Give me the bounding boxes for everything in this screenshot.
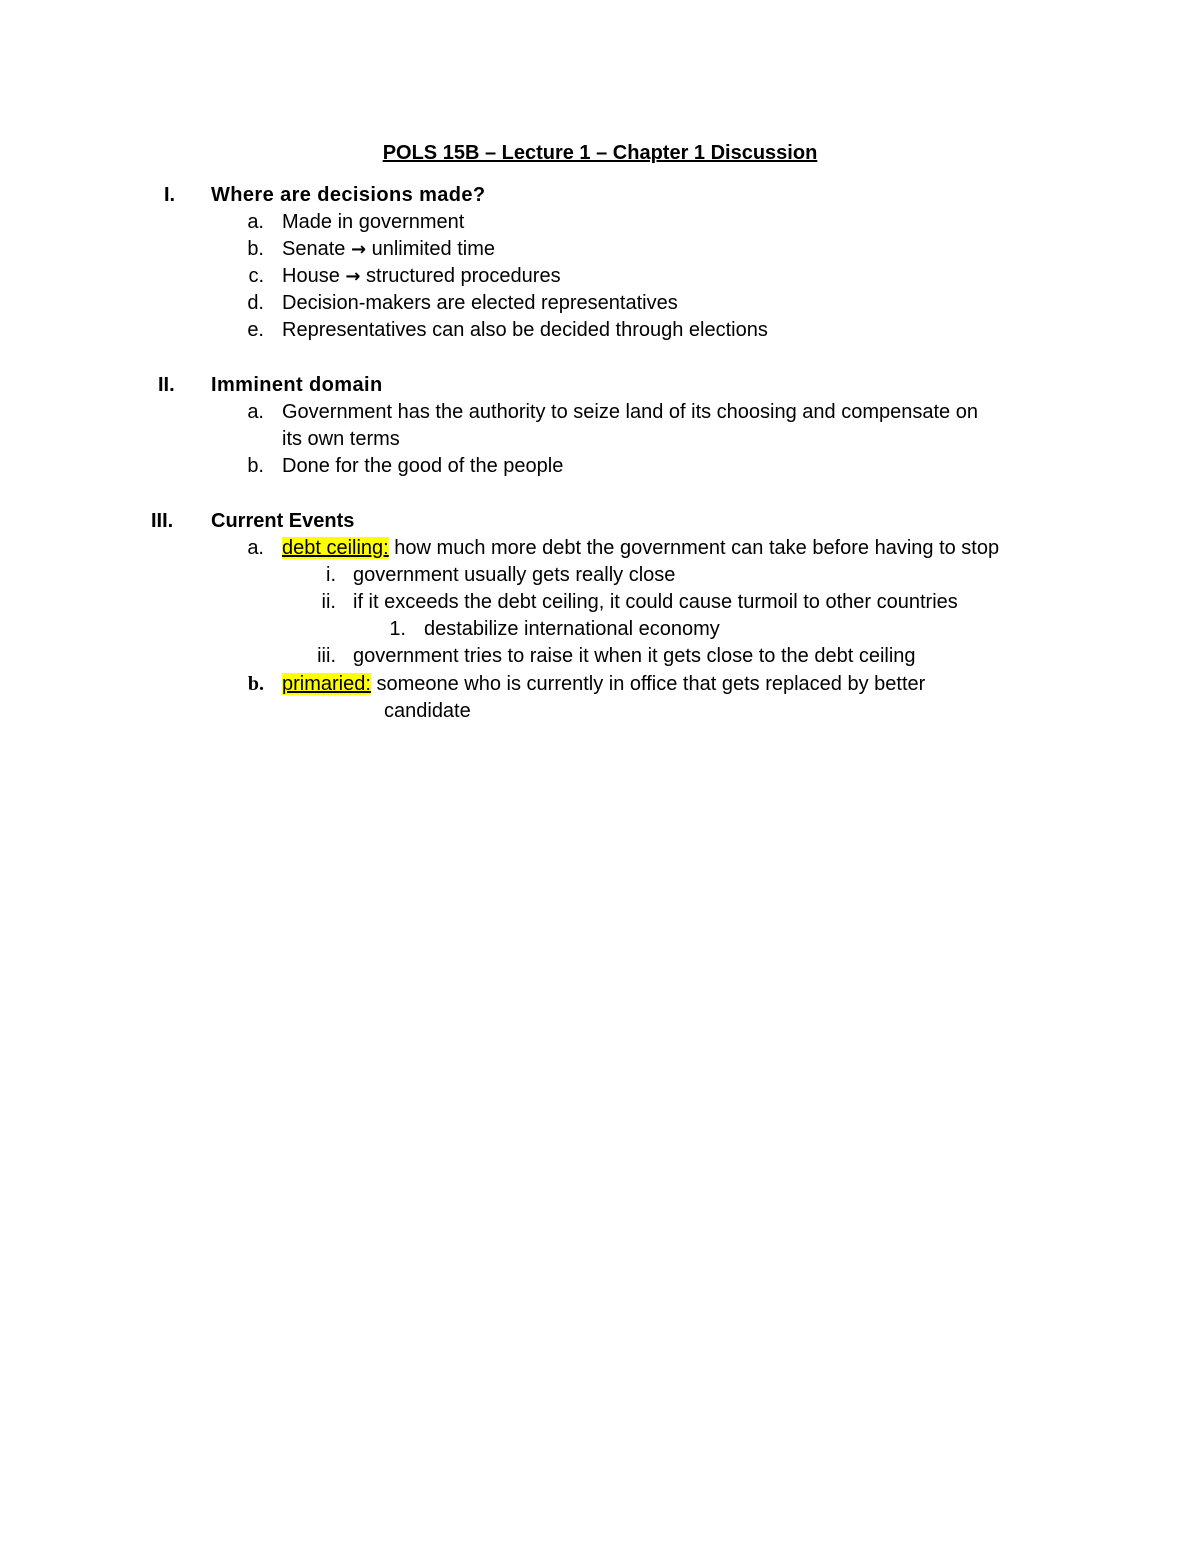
sublist-item: if it exceeds the debt ceiling, it could cause turmoil to other countries	[353, 591, 958, 613]
section-heading: Current Events	[211, 510, 355, 532]
list-item: Done for the good of the people	[282, 455, 564, 477]
list-marker: e.	[247, 319, 264, 341]
highlighted-term: debt ceiling:	[282, 537, 389, 559]
section-heading: Where are decisions made?	[211, 184, 486, 206]
document-title: POLS 15B – Lecture 1 – Chapter 1 Discussion	[382, 142, 818, 164]
list-item	[282, 671, 925, 698]
list-marker: d.	[247, 292, 264, 314]
section-numeral: I.	[164, 184, 176, 206]
subsublist-marker: 1.	[389, 618, 406, 640]
list-item	[282, 263, 561, 290]
list-item: Representatives can also be decided through elections	[282, 319, 768, 341]
section-heading: Imminent domain	[211, 374, 383, 396]
list-marker: b.	[247, 238, 264, 260]
list-item: Government has the authority to seize land of its choosing and compensate on	[282, 401, 978, 423]
term-definition: how much more debt the government can take before having to stop	[388, 537, 1000, 559]
list-marker: a.	[247, 537, 264, 559]
list-marker: a.	[247, 401, 264, 423]
term-definition: someone who is currently in office that gets replaced by better	[370, 673, 926, 695]
item-text: House	[282, 265, 346, 287]
section-numeral: II.	[158, 374, 175, 396]
highlighted-term: primaried:	[282, 673, 371, 695]
list-item: Made in government	[282, 211, 465, 233]
item-text: unlimited time	[366, 238, 495, 260]
list-item	[282, 535, 999, 562]
list-item-continuation: candidate	[384, 700, 471, 722]
sublist-marker: iii.	[317, 645, 336, 667]
sublist-item: government usually gets really close	[353, 564, 676, 586]
subsublist-item: destabilize international economy	[424, 618, 720, 640]
item-text: Senate	[282, 238, 351, 260]
list-marker: a.	[247, 211, 264, 233]
sublist-marker: ii.	[321, 591, 336, 613]
list-item: Decision-makers are elected representatives	[282, 292, 678, 314]
arrow-right-icon: →	[350, 239, 367, 260]
arrow-right-icon: →	[345, 266, 361, 287]
list-marker: b.	[247, 455, 264, 477]
list-marker: b.	[247, 673, 264, 695]
list-marker: c.	[248, 265, 264, 287]
list-item-continuation: its own terms	[282, 428, 400, 450]
item-text: structured procedures	[360, 265, 561, 287]
sublist-marker: i.	[326, 564, 336, 586]
sublist-item: government tries to raise it when it gets close to the debt ceiling	[353, 645, 916, 667]
list-item	[282, 236, 495, 263]
section-numeral: III.	[151, 510, 174, 532]
